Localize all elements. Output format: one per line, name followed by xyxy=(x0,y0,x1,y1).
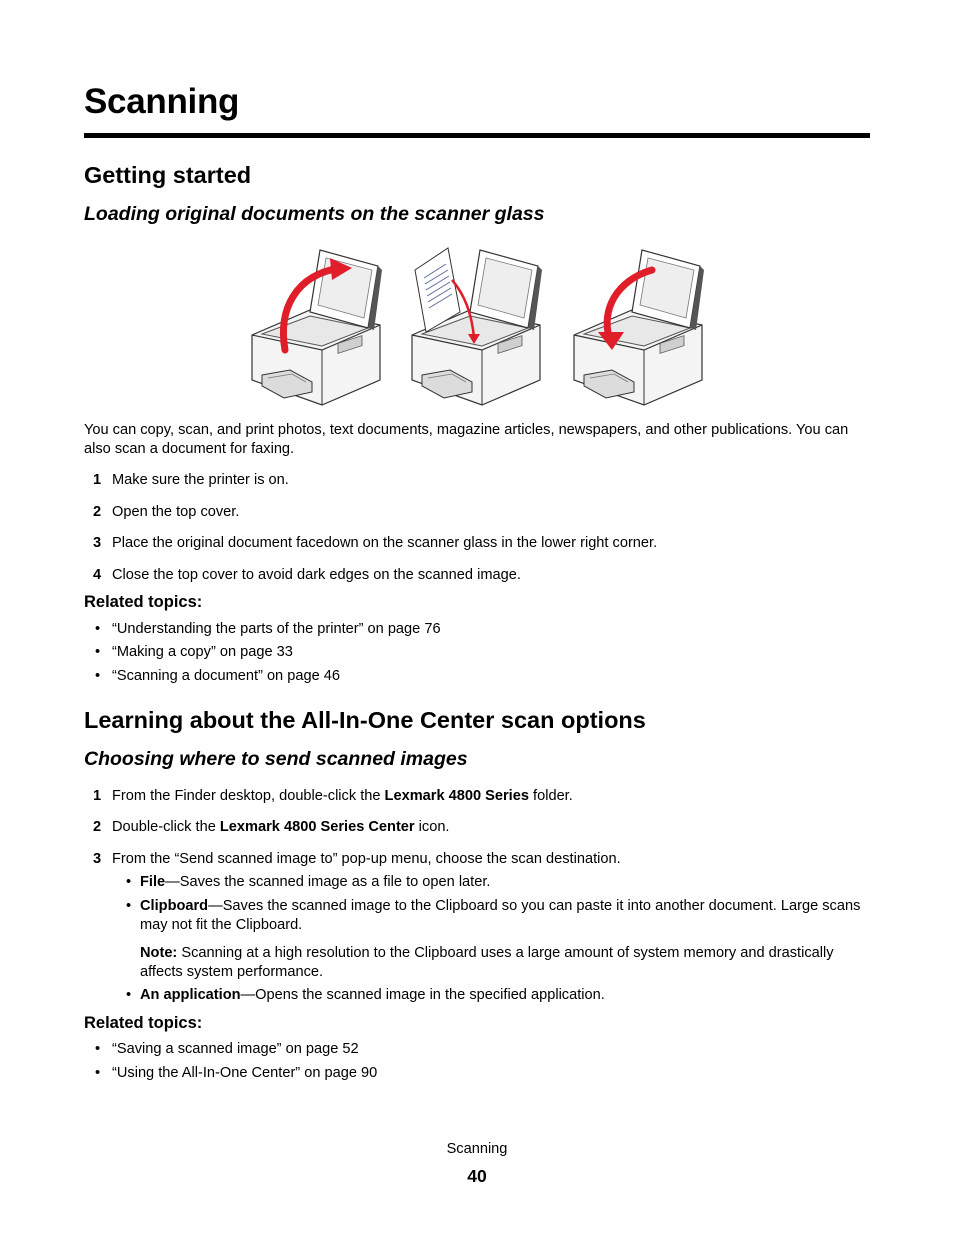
related-topics-heading: Related topics: xyxy=(84,593,203,611)
step-text: Double-click the Lexmark 4800 Series Center icon. xyxy=(112,819,450,835)
page-number: 40 xyxy=(467,1166,487,1186)
printer-illustration-close-cover xyxy=(574,250,704,405)
option-clipboard: • Clipboard—Saves the scanned image to the Clipboard so you can paste it into another document. Large scans may not fit the Clipboard. xyxy=(126,898,861,933)
footer-section-label: Scanning xyxy=(446,1141,508,1157)
title-rule xyxy=(84,133,870,138)
step-text: Open the top cover. xyxy=(112,504,240,520)
bullet-icon: • xyxy=(95,621,101,637)
step-number: 4 xyxy=(93,567,102,583)
subsection-heading-loading-originals: Loading original documents on the scanner glass xyxy=(84,203,545,225)
scanner-loading-illustration xyxy=(250,240,710,410)
bullet-icon: • xyxy=(95,1065,101,1081)
step-text: Make sure the printer is on. xyxy=(112,472,289,488)
bullet-icon: • xyxy=(95,1041,101,1057)
step-number: 2 xyxy=(93,819,102,835)
option-application: • An application—Opens the scanned image in the specified application. xyxy=(126,987,605,1003)
bullet-icon: • xyxy=(126,898,132,914)
step-number: 1 xyxy=(93,788,102,804)
bullet-icon: • xyxy=(95,644,101,660)
related-link-text[interactable]: “Understanding the parts of the printer” on page 76 xyxy=(112,621,441,637)
related-link-text[interactable]: “Using the All-In-One Center” on page 90 xyxy=(112,1065,378,1081)
step-text: Place the original document facedown on the scanner glass in the lower right corner. xyxy=(112,535,658,551)
step-number: 3 xyxy=(93,851,102,867)
step-text: From the “Send scanned image to” pop-up menu, choose the scan destination. xyxy=(112,851,621,867)
note-paragraph: Note: Scanning at a high resolution to the Clipboard uses a large amount of system memory and drastically affects system performance. xyxy=(140,945,834,980)
step-text: Close the top cover to avoid dark edges on the scanned image. xyxy=(112,567,521,583)
step-number: 3 xyxy=(93,535,102,551)
step-text: From the Finder desktop, double-click the Lexmark 4800 Series folder. xyxy=(112,788,573,804)
printer-illustration-open-cover xyxy=(252,250,382,405)
related-topics-heading: Related topics: xyxy=(84,1014,203,1032)
section-heading-scan-options: Learning about the All-In-One Center scan options xyxy=(84,707,646,733)
related-link-text[interactable]: “Saving a scanned image” on page 52 xyxy=(112,1041,359,1057)
subsection-heading-send-scanned-images: Choosing where to send scanned images xyxy=(84,748,468,770)
section-heading-getting-started: Getting started xyxy=(84,162,252,188)
option-file: • File—Saves the scanned image as a file to open later. xyxy=(126,874,491,890)
related-link-text[interactable]: “Scanning a document” on page 46 xyxy=(112,668,340,684)
printer-illustration-place-document xyxy=(412,248,542,405)
intro-paragraph: You can copy, scan, and print photos, text documents, magazine articles, newspapers, and other publications. You can also scan a document for faxing. xyxy=(84,422,849,457)
step-number: 1 xyxy=(93,472,102,488)
bullet-icon: • xyxy=(126,874,132,890)
step-number: 2 xyxy=(93,504,102,520)
bullet-icon: • xyxy=(126,987,132,1003)
chapter-title: Scanning xyxy=(84,82,240,121)
bullet-icon: • xyxy=(95,668,101,684)
related-link-text[interactable]: “Making a copy” on page 33 xyxy=(112,644,293,660)
